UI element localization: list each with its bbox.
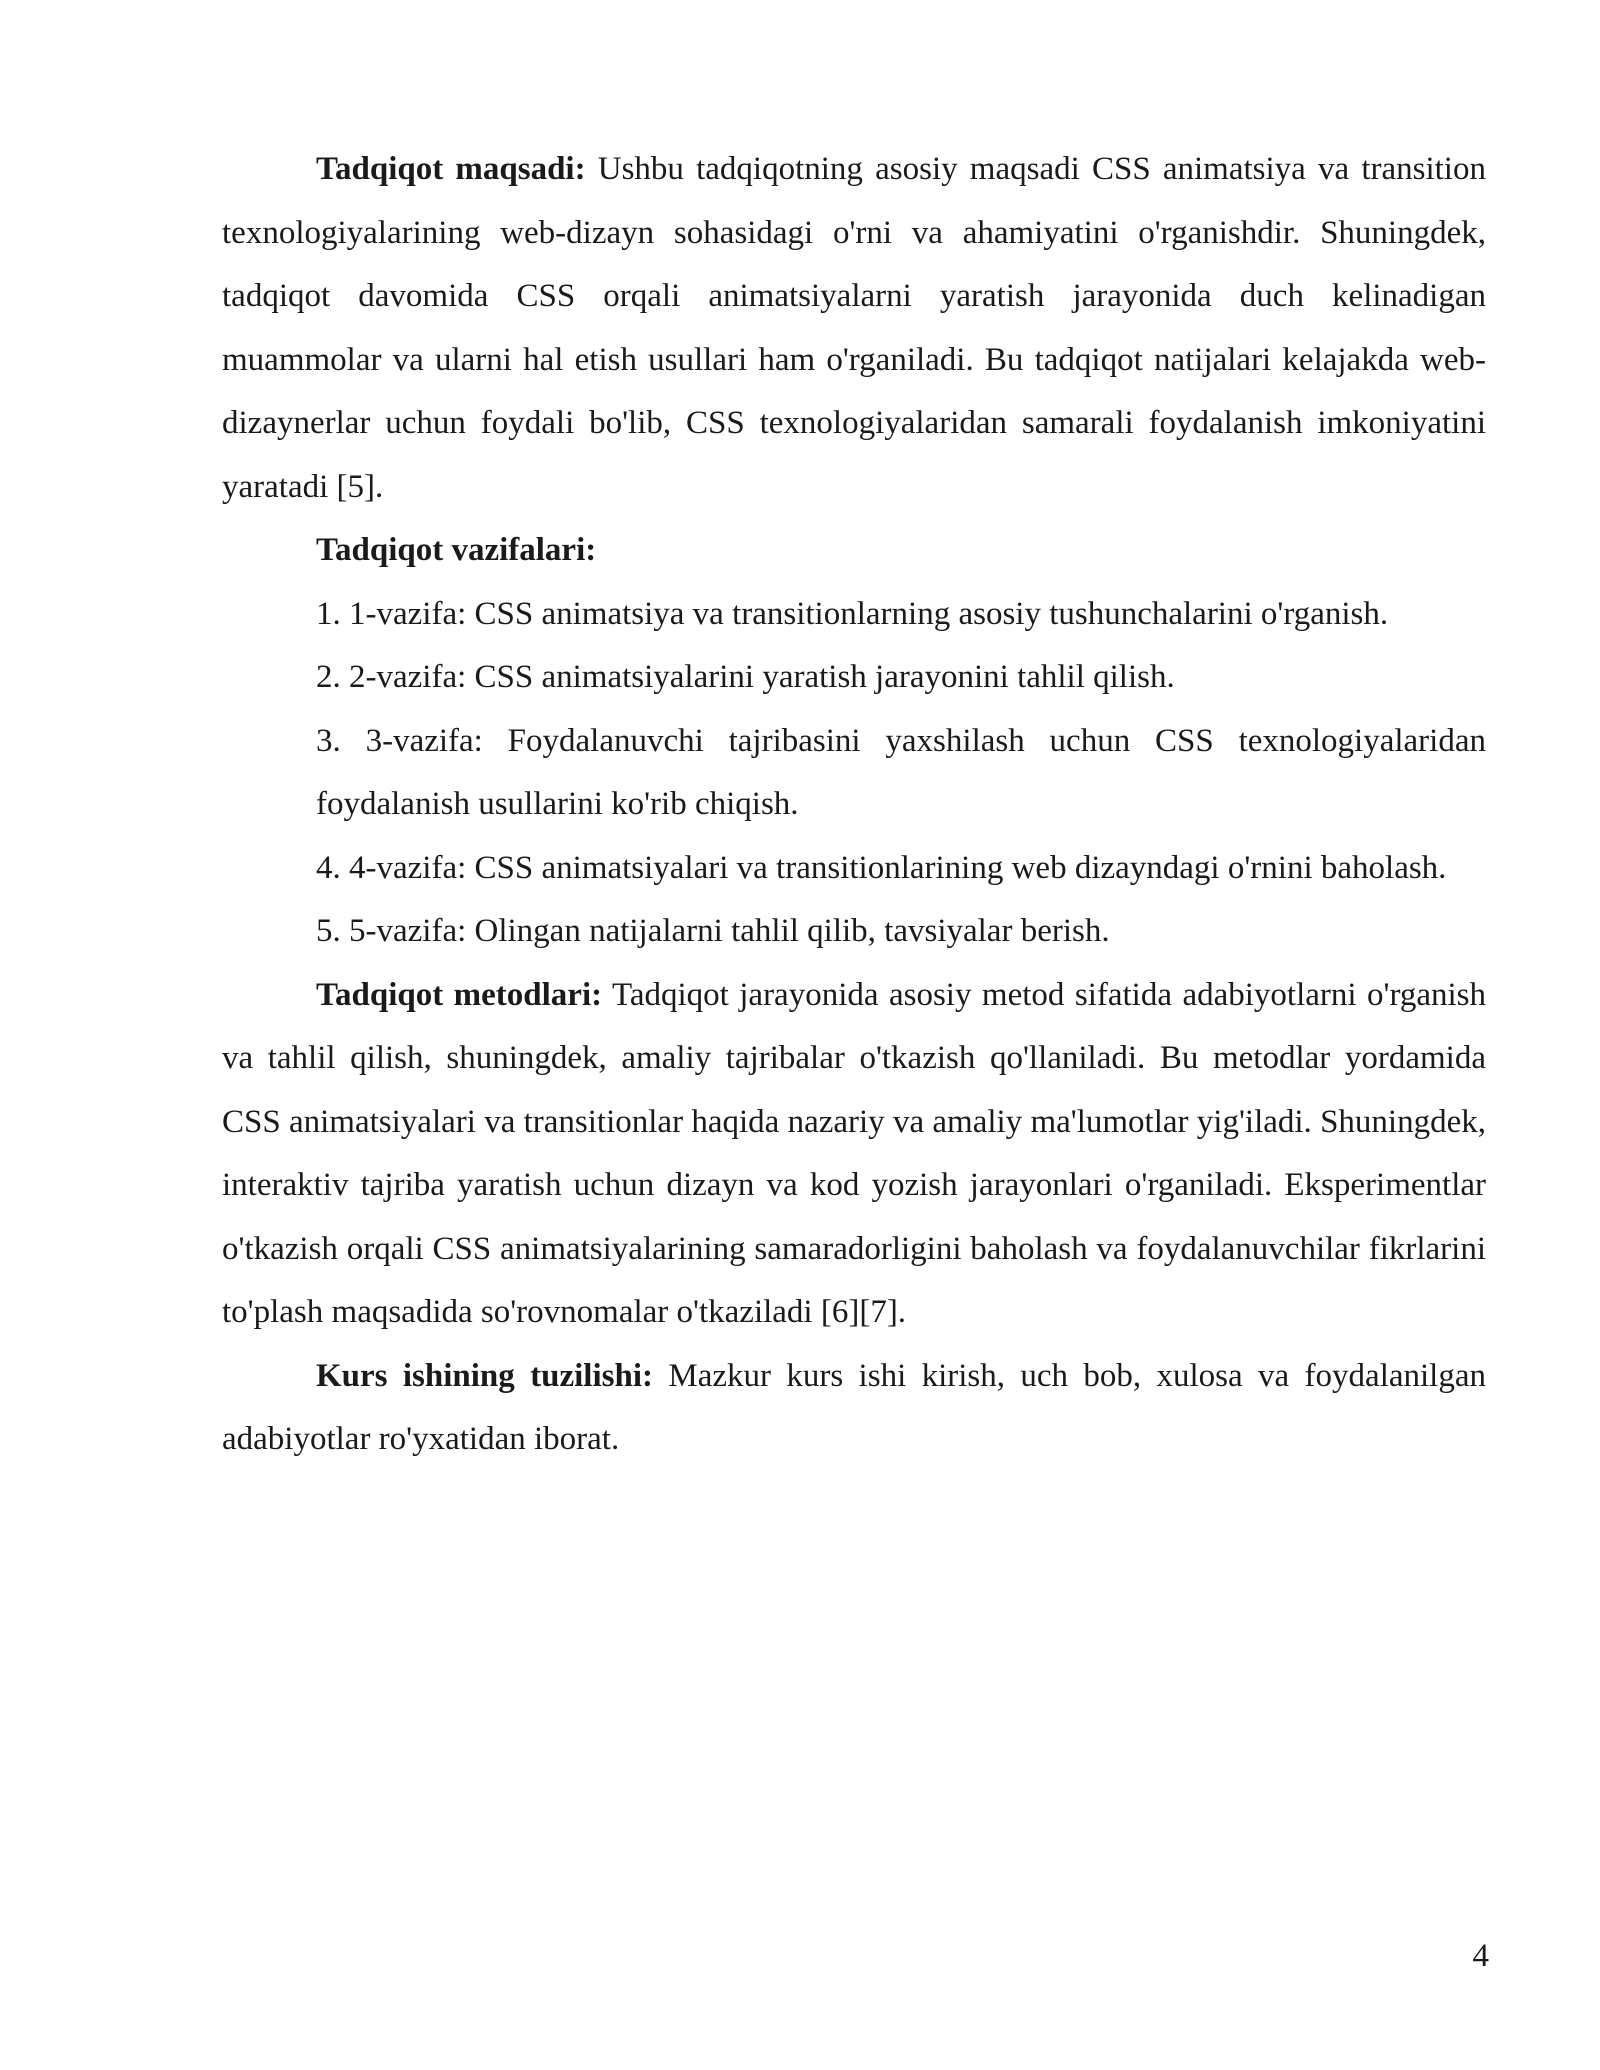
- research-goal-text: Ushbu tadqiqotning asosiy maqsadi CSS animatsiya va transition texnologiyalarining web-dizayn sohasidagi o'rni va ahamiyatini o'rganishdir. Shuningdek, tadqiqot davomida CSS orqali animatsiyalarni yaratish jarayonida duch kelinadigan muammolar va ularni hal etish usullari ham o'rganiladi. Bu tadqiqot natijalari kelajakda web-dizaynerlar uchun foydali bo'lib, CSS texnologiyalaridan samarali foydalanish imkoniyatini yaratadi [5].: [222, 151, 1486, 505]
- document-body: [222, 138, 1486, 1472]
- research-methods-paragraph: [222, 964, 1486, 1345]
- task-item-3: 3. 3-vazifa: Foydalanuvchi tajribasini yaxshilash uchun CSS texnologiyalaridan foydalanish usullarini ko'rib chiqish.: [316, 722, 1486, 822]
- page-number: 4: [1472, 1938, 1489, 1974]
- course-structure-paragraph: [222, 1345, 1486, 1472]
- research-methods-label: Tadqiqot metodlari:: [316, 976, 603, 1013]
- task-item-2: 2. 2-vazifa: CSS animatsiyalarini yaratish jarayonini tahlil qilish.: [316, 659, 1175, 695]
- course-structure-text: Mazkur kurs ishi kirish, uch bob, xulosa va foydalanilgan adabiyotlar ro'yxatidan iborat.: [222, 1357, 1486, 1457]
- task-item-1: 1. 1-vazifa: CSS animatsiya va transitionlarning asosiy tushunchalarini o'rganish.: [316, 595, 1389, 632]
- task-item-4: 4. 4-vazifa: CSS animatsiyalari va transitionlarining web dizayndagi o'rnini baholash.: [316, 849, 1447, 886]
- research-goal-paragraph: [222, 138, 1486, 519]
- research-tasks-heading: Tadqiqot vazifalari:: [316, 532, 597, 568]
- course-structure-label: Kurs ishining tuzilishi:: [316, 1357, 653, 1394]
- task-item-5: 5. 5-vazifa: Olingan natijalarni tahlil qilib, tavsiyalar berish.: [316, 913, 1110, 949]
- research-goal-label: Tadqiqot maqsadi:: [316, 151, 586, 187]
- research-methods-text: Tadqiqot jarayonida asosiy metod sifatida adabiyotlarni o'rganish va tahlil qilish, shuningdek, amaliy tajribalar o'tkazish qo'llaniladi. Bu metodlar yordamida CSS animatsiyalari va transitionlar haqida nazariy va amaliy ma'lumotlar yig'iladi. Shuningdek, interaktiv tajriba yaratish uchun dizayn va kod yozish jarayonlari o'rganiladi. Eksperimentlar o'tkazish orqali CSS animatsiyalarining samaradorligini baholash va foydalanuvchilar fikrlarini to'plash maqsadida so'rovnomalar o'tkaziladi [6][7].: [222, 976, 1486, 1330]
